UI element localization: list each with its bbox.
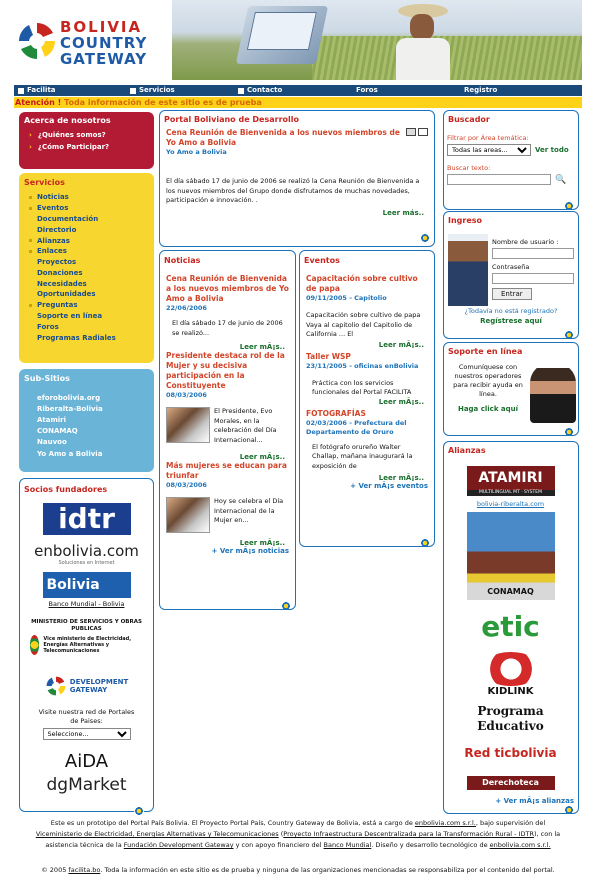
subsites-title: Sub-Sitios <box>24 374 70 383</box>
support-text: Comuníquese con nuestros operadores para recibir ayuda en línea. <box>453 363 523 398</box>
footer-line-1: Este es un prototipo del Portal País Bolivia. El Proyecto Portal País, Country Gateway de Bolivia, está a cargo de enbolivia.com s.r.l., bajo supervisión del <box>50 819 546 827</box>
service-link-proyectos[interactable]: Proyectos <box>37 258 77 267</box>
development-gateway-logo[interactable]: DEVELOPMENT GATEWAY <box>20 675 153 697</box>
country-portals-text: Visite nuestra red de Portales de Paises: <box>38 708 135 725</box>
site-footer <box>14 818 582 896</box>
portal-box <box>159 110 435 247</box>
news-item-body: El Presidente, Evo Morales, en la celebración del Día Internacional... <box>214 407 277 444</box>
nav-label: Foros <box>356 86 378 94</box>
login-title: Ingreso <box>448 216 483 225</box>
bolivia-shield-icon <box>30 635 39 655</box>
bolivia-country-gateway-logo[interactable] <box>14 14 169 70</box>
event-item-date: 09/11/2005 - Capitolio <box>306 294 387 302</box>
conamaq-logo[interactable]: CONAMAQ <box>444 512 577 600</box>
services-title: Servicios <box>24 178 65 187</box>
laptop-graphic <box>236 6 328 64</box>
link-como-participar[interactable]: › ¿Cómo Participar? <box>19 141 154 153</box>
service-link-soporte[interactable]: Soporte en línea <box>37 311 103 320</box>
subsite-link-eforobolivia[interactable]: eforobolivia.org <box>37 393 101 402</box>
nav-label: Servicios <box>139 86 175 94</box>
pinwheel-logo-icon <box>16 20 58 62</box>
footer-link-idtr[interactable]: Proyecto Infraestructura Descentralizada para la Transformación Rural - IDTR <box>283 830 534 838</box>
event-item-date: 02/03/2006 - Prefectura del Departamento de Oruro <box>306 418 407 436</box>
derechoteca-logo[interactable]: Derechoteca <box>444 776 577 790</box>
login-button-wrap <box>492 288 532 300</box>
subsite-link-yo-amo-a-bolivia[interactable]: Yo Amo a Bolivia <box>37 449 103 458</box>
see-more-events-link[interactable]: + Ver mÃ¡s eventos <box>350 482 428 490</box>
subsite-link-conamaq[interactable]: CONAMAQ <box>37 427 78 436</box>
main-nav-bar <box>14 85 582 96</box>
portal-read-more[interactable]: Leer más.. <box>382 208 424 217</box>
kidlink-logo[interactable]: KIDLINK <box>444 652 577 697</box>
nav-label: Contacto <box>247 86 283 94</box>
footer-link-facilita[interactable]: facilita.bo <box>68 866 101 874</box>
service-link-alianzas[interactable]: Alianzas <box>19 235 154 246</box>
corner-flower-icon <box>564 805 574 814</box>
news-thumbnail-image[interactable] <box>166 497 210 533</box>
news-item-body: Hoy se celebra el Día Internacional de la Mujer en... <box>214 497 284 524</box>
event-read-more[interactable]: Leer mÃ¡s.. <box>378 397 424 406</box>
services-box <box>19 173 154 363</box>
nav-item-contacto[interactable] <box>234 85 346 96</box>
footer-line-2: Viceministerio de Electricidad, Energías Alternativas y Telecomunicaciones (Proyecto Infraestructura Descentralizada para la Transformación Rural - IDTR), con la <box>35 830 561 838</box>
event-item-title[interactable]: Taller WSP <box>306 351 351 361</box>
username-input[interactable] <box>492 248 574 259</box>
footer-link-enbolivia[interactable]: enbolivia.com s.r.l. <box>414 819 476 827</box>
see-more-alliances-link[interactable]: + Ver mÃ¡s alianzas <box>495 797 574 805</box>
subsite-link-riberalta[interactable]: Riberalta-Bolivia <box>37 404 103 413</box>
programa-educativo-logo[interactable]: Programa Educativo <box>477 704 544 733</box>
news-item-body-row <box>160 407 295 445</box>
test-notice-bar <box>14 97 582 108</box>
service-link-preguntas[interactable]: Preguntas <box>19 300 154 311</box>
logo-text-country: COUNTRY <box>60 34 148 52</box>
footer-link-development-gateway[interactable]: Fundación Development Gateway <box>123 841 234 849</box>
see-more-news-link[interactable]: + Ver mÃ¡s noticias <box>211 547 289 555</box>
search-icon[interactable]: 🔍 <box>555 174 567 185</box>
header-banner-image <box>172 0 582 80</box>
atamiri-logo[interactable]: ATAMIRI MULTILINGUAL MT · SYSTEM <box>444 466 577 496</box>
login-avatar-photo <box>448 234 488 306</box>
enbolivia-logo[interactable]: enbolivia.com Soluciones en Internet <box>34 542 139 566</box>
redtic-logo[interactable]: Red ticbolivia <box>464 746 557 760</box>
nav-item-facilita[interactable] <box>14 85 126 96</box>
email-icon[interactable] <box>418 128 428 136</box>
service-link-directorio[interactable]: Directorio <box>37 225 77 234</box>
search-title: Buscador <box>448 115 490 124</box>
pinwheel-icon <box>45 675 67 697</box>
corner-flower-icon <box>420 233 430 243</box>
support-click-link[interactable]: Haga click aquí <box>457 405 519 413</box>
news-read-more[interactable]: Leer mÃ¡s.. <box>239 453 285 461</box>
kidlink-mascot-icon <box>481 652 541 686</box>
service-link-documentacion[interactable]: Documentación <box>37 214 99 223</box>
alliances-box <box>443 441 579 814</box>
event-item-date: 23/11/2005 - oficinas enBolivia <box>306 361 419 370</box>
about-us-title: Acerca de nosotros <box>24 116 111 125</box>
news-title: Noticias <box>164 256 201 265</box>
news-item-date: 08/03/2006 <box>166 481 207 489</box>
nav-label: Registro <box>464 86 498 94</box>
aida-logo[interactable]: AiDA <box>64 751 109 772</box>
search-box <box>443 110 579 210</box>
etic-logo[interactable]: etic <box>481 610 540 643</box>
support-title: Soporte en línea <box>448 347 523 356</box>
footer-link-banco-mundial[interactable]: Banco Mundial <box>323 841 372 849</box>
square-bullet-icon <box>238 88 244 94</box>
news-item-title[interactable]: Cena Reunión de Bienvenida a los nuevos miembros de Yo Amo a Bolivia <box>166 274 289 303</box>
news-item-body-row <box>160 497 295 533</box>
farmer-photo <box>392 4 452 80</box>
country-portal-select[interactable] <box>43 728 131 740</box>
news-item-date: 08/03/2006 <box>166 391 207 399</box>
news-read-more[interactable]: Leer mÃ¡s.. <box>239 343 285 351</box>
alliances-title: Alianzas <box>448 446 486 455</box>
event-read-more[interactable]: Leer mÃ¡s.. <box>378 340 424 349</box>
events-box <box>299 250 435 547</box>
login-button[interactable]: Entrar <box>492 288 532 300</box>
portal-source[interactable]: Yo Amo a Bolivia <box>166 148 227 156</box>
footer-copyright: © 2005 facilita.bo. Toda la información en este sitio es de prueba y ninguna de las organizaciones mencionadas se responsabiliza por el contenido del portal. <box>41 866 555 874</box>
square-bullet-icon <box>130 88 136 94</box>
service-link-donaciones[interactable]: Donaciones <box>37 268 83 277</box>
support-operator-photo <box>530 363 576 423</box>
news-item-title[interactable]: Presidente destaca rol de la Mujer y su decisiva participación en la Constituyente <box>166 351 285 390</box>
event-item-body: Capacitación sobre cultivo de papa Vaya al capitolio del Capitolio de California ... El <box>306 311 421 338</box>
register-link[interactable]: Regístrese aquí <box>480 317 542 325</box>
idtr-logo[interactable]: idtr <box>20 503 153 535</box>
corner-flower-icon <box>564 201 574 210</box>
footer-link-viceministerio[interactable]: Viceministerio de Electricidad, Energías Alternativas y Telecomunicaciones <box>35 830 279 838</box>
event-item-body: Práctica con los servicios funcionales del Portal FACILITA <box>312 378 412 396</box>
event-item-title[interactable]: FOTOGRAFÍAS <box>306 408 366 418</box>
news-item-date: 22/06/2006 <box>166 304 207 312</box>
events-title: Eventos <box>304 256 340 265</box>
founding-partners-title: Socios fundadores <box>24 485 108 494</box>
link-quienes-somos[interactable]: › ¿Quiénes somos? <box>19 129 154 141</box>
service-link-oportunidades[interactable]: Oportunidades <box>37 290 96 299</box>
corner-flower-icon <box>281 601 291 610</box>
logo-text-bolivia: BOLIVIA <box>60 18 143 36</box>
login-box <box>443 211 579 339</box>
subsites-box <box>19 369 154 472</box>
not-registered-text: ¿Todavía no está registrado? <box>464 307 558 315</box>
footer-link-enbolivia-2[interactable]: enbolivia.com s.r.l. <box>489 841 551 849</box>
world-bank-logo[interactable]: Bolivia Banco Mundial - Bolivia <box>20 572 153 608</box>
site-header <box>14 0 582 80</box>
portal-body: El día sábado 17 de junio de 2006 se realizó la Cena Reunión de Bienvenida a los nuevos miembros del Grupo donde disfrutamos de muchas novedades, participación e innovación. . <box>166 177 420 204</box>
event-read-more[interactable]: Leer mÃ¡s.. <box>378 474 424 482</box>
alert-label: Atención ! <box>15 98 62 107</box>
corner-flower-icon <box>420 538 430 547</box>
password-input[interactable] <box>492 273 574 284</box>
service-link-noticias[interactable]: Noticias <box>19 192 154 203</box>
event-item-title[interactable]: Capacitación sobre cultivo de papa <box>306 274 418 293</box>
alert-text: Toda información de este sitio es de prueba <box>64 98 262 107</box>
service-link-foros[interactable]: Foros <box>37 322 59 331</box>
filter-label: Filtrar por Área temática: <box>447 134 529 142</box>
news-item-body: El día sábado 17 de junio de 2006 se realizó... <box>172 319 283 337</box>
corner-flower-icon <box>134 806 144 816</box>
print-icon[interactable] <box>406 128 416 136</box>
news-read-more[interactable]: Leer mÃ¡s.. <box>239 539 285 547</box>
topic-select[interactable] <box>447 144 531 156</box>
news-item-title[interactable]: Más mujeres se educan para triunfar <box>166 461 287 480</box>
corner-flower-icon <box>564 330 574 339</box>
nav-item-registro[interactable] <box>458 85 570 96</box>
news-box <box>159 250 296 610</box>
riberalta-link[interactable]: bolivia-riberalta.com <box>476 500 545 508</box>
username-label: Nombre de usuario : <box>492 238 559 246</box>
subsite-link-nauvoo[interactable]: Nauvoo <box>37 438 67 447</box>
about-us-box <box>19 112 154 169</box>
square-bullet-icon <box>18 88 24 94</box>
news-thumbnail-image[interactable] <box>166 407 210 443</box>
search-input[interactable] <box>447 174 551 185</box>
support-box <box>443 342 579 436</box>
nav-item-servicios[interactable] <box>126 85 234 96</box>
corner-flower-icon <box>564 427 574 436</box>
nav-label: Facilita <box>27 86 56 94</box>
portal-headline[interactable]: Cena Reunión de Bienvenida a los nuevos miembros de Yo Amo a Bolivia <box>166 128 400 147</box>
dgmarket-logo[interactable]: dgMarket <box>46 775 127 795</box>
search-text-label: Buscar texto: <box>447 164 491 172</box>
logo-text-gateway: GATEWAY <box>60 50 148 68</box>
portal-title: Portal Boliviano de Desarrollo <box>164 115 299 124</box>
service-link-necesidades[interactable]: Necesidades <box>37 279 87 288</box>
nav-item-foros[interactable] <box>346 85 458 96</box>
event-item-body: El fotógrafo orureño Walter Challap, mañana inaugurará la exposición de <box>312 442 413 470</box>
subsite-link-atamiri[interactable]: Atamiri <box>37 415 67 424</box>
country-portal-select-wrap <box>20 728 153 740</box>
password-label: Contraseña <box>492 263 530 271</box>
founding-partners-box <box>19 478 154 812</box>
see-all-link[interactable]: Ver todo <box>535 146 569 154</box>
service-link-programas-radiales[interactable]: Programas Radiales <box>37 333 116 342</box>
service-link-eventos[interactable]: Eventos <box>19 203 154 214</box>
footer-line-3: asistencia técnica de la Fundación Development Gateway y con apoyo financiero del Banco Mundial. Diseño y desarrollo tecnológico de enbolivia.com s.r.l. <box>45 841 551 849</box>
service-link-enlaces[interactable]: Enlaces <box>19 246 154 257</box>
ministry-logo[interactable]: MINISTERIO DE SERVICIOS Y OBRAS PUBLICAS Vice ministerio de Electricidad, Energías Alternativas y Telecomunicaciones <box>31 619 142 654</box>
